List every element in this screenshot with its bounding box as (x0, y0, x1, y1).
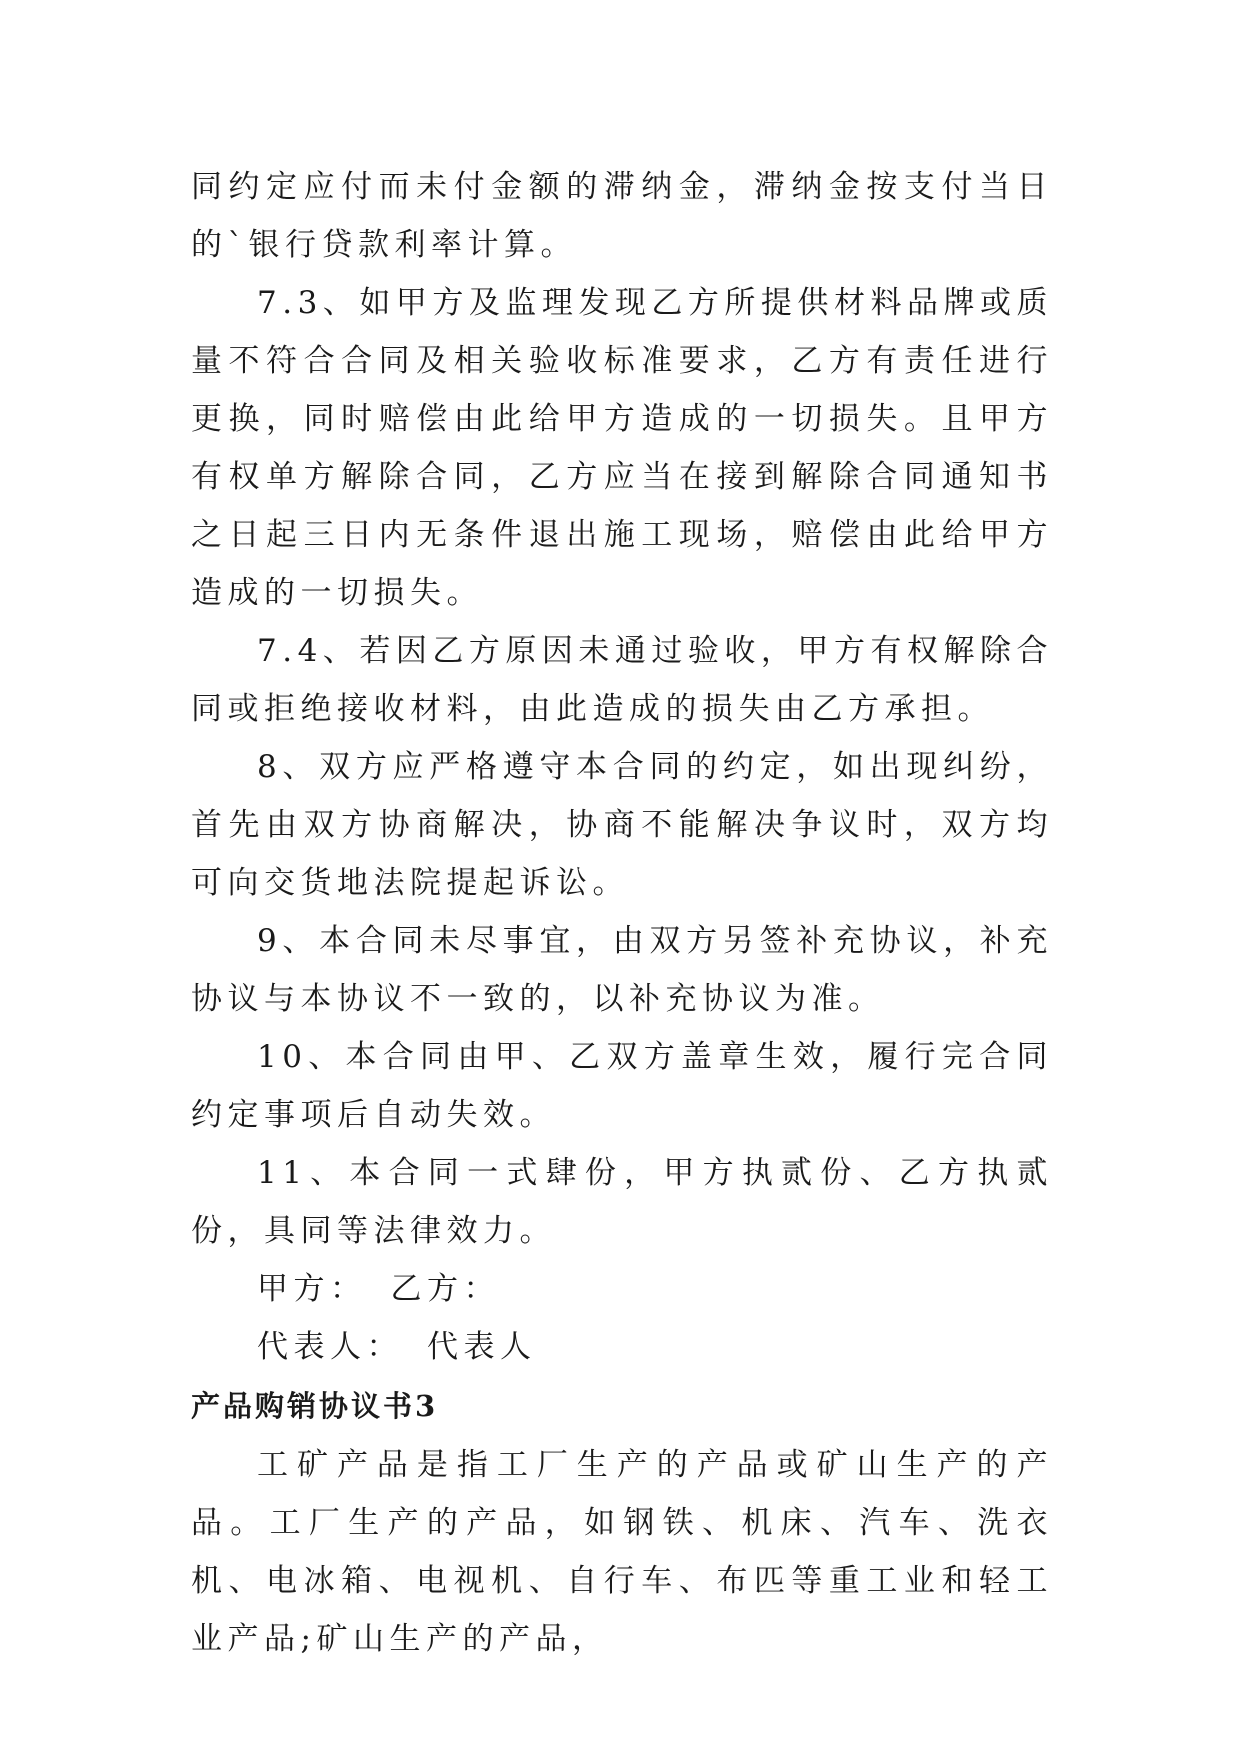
paragraph-late-fee: 同约定应付而未付金额的滞纳金，滞纳金按支付当日的`银行贷款利率计算。 (191, 169, 1053, 263)
paragraph-clause-11: 11、本合同一式肆份，甲方执贰份、乙方执贰份，具同等法律效力。 (191, 1155, 1053, 1249)
paragraph-clause-10: 10、本合同由甲、乙双方盖章生效，履行完合同约定事项后自动失效。 (191, 1039, 1053, 1133)
paragraph-clause-8: 8、双方应严格遵守本合同的约定，如出现纠纷，首先由双方协商解决，协商不能解决争议时，双方均可向交货地法院提起诉讼。 (191, 749, 1053, 901)
signature-representatives-line (191, 1318, 1053, 1376)
document-page (191, 158, 1053, 1668)
paragraph-clause-9: 9、本合同未尽事宜，由双方另签补充协议，补充协议与本协议不一致的，以补充协议为准。 (191, 923, 1053, 1017)
party-a-label: 甲方： (257, 1271, 367, 1307)
paragraph-clause-7-4: 7.4、若因乙方原因未通过验收，甲方有权解除合同或拒绝接收材料，由此造成的损失由乙方承担。 (191, 633, 1053, 727)
party-b-label: 乙方： (390, 1271, 500, 1307)
rep-a-label: 代表人： (257, 1329, 403, 1365)
paragraph-industrial-products: 工矿产品是指工厂生产的产品或矿山生产的产品。工厂生产的产品，如钢铁、机床、汽车、洗衣机、电冰箱、电视机、自行车、布匹等重工业和轻工业产品;矿山生产的产品， (191, 1447, 1053, 1657)
section-title: 产品购销协议书3 (191, 1389, 439, 1423)
signature-parties-line (191, 1260, 1053, 1318)
rep-b-label: 代表人 (427, 1329, 537, 1365)
paragraph-clause-7-3: 7.3、如甲方及监理发现乙方所提供材料品牌或质量不符合合同及相关验收标准要求，乙方有责任进行更换，同时赔偿由此给甲方造成的一切损失。且甲方有权单方解除合同，乙方应当在接到解除合同通知书之日起三日内无条件退出施工现场，赔偿由此给甲方造成的一切损失。 (191, 285, 1053, 611)
